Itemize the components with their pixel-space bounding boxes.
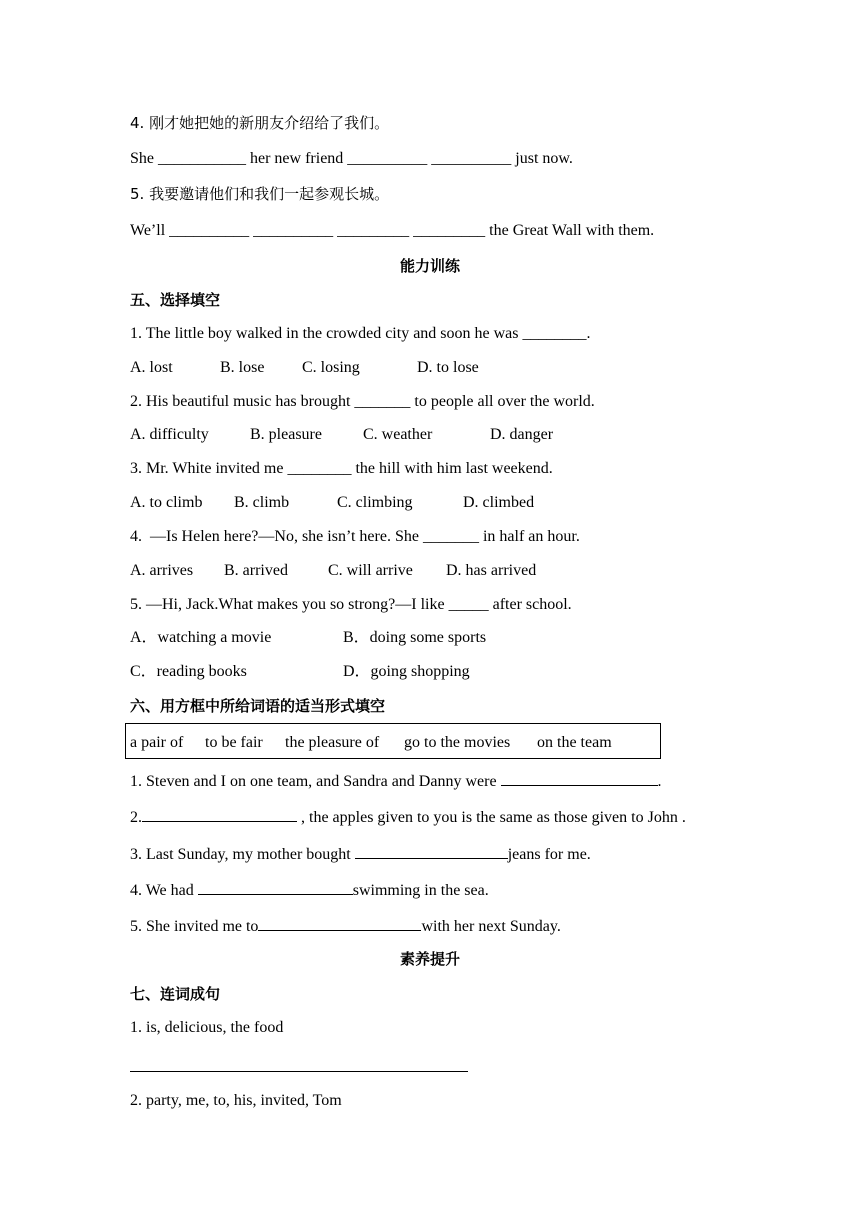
s5-question-1: 1. The little boy walked in the crowded city and soon he was ________. (130, 325, 591, 342)
s5-q3-option-a: A. to climb (130, 494, 203, 511)
s5-q3-option-d: D. climbed (463, 494, 535, 511)
section-heading-literacy: 素养提升 (399, 950, 460, 968)
word-bank-box (125, 723, 661, 759)
s5-q2-option-d: D. danger (490, 426, 554, 443)
translation-q4-english: She ___________ her new friend __________ __________ just now. (130, 150, 573, 167)
s6-question-2: 2. , the apples given to you is the same as those given to John . (130, 806, 686, 828)
s5-q5-option-d: D．going shopping (343, 663, 470, 680)
s5-q1-option-b: B. lose (220, 359, 265, 376)
answer-blank[interactable] (355, 843, 508, 859)
s5-question-4: 4. —Is Helen here?—No, she isn’t here. She _______ in half an hour. (130, 528, 580, 545)
s5-q5-option-b: B．doing some sports (343, 629, 487, 646)
s5-question-5: 5. —Hi, Jack.What makes you so strong?—I like _____ after school. (130, 596, 572, 613)
translation-q5-english: We’ll __________ __________ _________ _________ the Great Wall with them. (130, 222, 655, 239)
s5-q5-option-a: A．watching a movie (130, 629, 272, 646)
s5-q4-option-c: C. will arrive (328, 562, 413, 579)
s5-q2-option-c: C. weather (363, 426, 433, 443)
word-bank-item: on the team (537, 734, 612, 751)
s6-question-4: 4. We had swimming in the sea. (130, 879, 489, 901)
word-bank-item: a pair of (130, 734, 184, 751)
s5-q4-option-d: D. has arrived (446, 562, 537, 579)
answer-blank[interactable] (142, 806, 297, 822)
s5-q1-option-c: C. losing (302, 359, 360, 376)
s5-q2-option-b: B. pleasure (250, 426, 322, 443)
s5-q1-option-d: D. to lose (417, 359, 479, 376)
s5-question-2: 2. His beautiful music has brought _______ to people all over the world. (130, 393, 595, 410)
section-6-title: 六、用方框中所给词语的适当形式填空 (130, 697, 386, 715)
word-bank-item: go to the movies (404, 734, 511, 751)
answer-blank[interactable] (501, 770, 658, 786)
answer-line[interactable] (130, 1071, 468, 1072)
s6-question-5: 5. She invited me to with her next Sunday. (130, 915, 561, 937)
s5-q5-option-c: C．reading books (130, 663, 247, 680)
translation-q4-chinese: 4. 刚才她把她的新朋友介绍给了我们。 (130, 114, 390, 132)
s5-q1-option-a: A. lost (130, 359, 173, 376)
translation-q5-chinese: 5. 我要邀请他们和我们一起参观长城。 (130, 185, 390, 203)
word-bank-item: to be fair (205, 734, 263, 751)
section-heading-ability: 能力训练 (399, 257, 460, 275)
s5-question-3: 3. Mr. White invited me ________ the hill with him last weekend. (130, 460, 553, 477)
section-7-title: 七、连词成句 (130, 985, 221, 1003)
s7-question-2: 2. party, me, to, his, invited, Tom (130, 1092, 342, 1109)
answer-blank[interactable] (258, 915, 421, 931)
s5-q4-option-a: A. arrives (130, 562, 194, 579)
section-5-title: 五、选择填空 (130, 291, 221, 309)
answer-blank[interactable] (198, 879, 353, 895)
s6-question-1: 1. Steven and I on one team, and Sandra and Danny were . (130, 770, 662, 792)
s7-question-1: 1. is, delicious, the food (130, 1019, 284, 1036)
s6-question-3: 3. Last Sunday, my mother bought jeans for me. (130, 843, 591, 865)
s5-q2-option-a: A. difficulty (130, 426, 209, 443)
s5-q3-option-b: B. climb (234, 494, 290, 511)
s5-q3-option-c: C. climbing (337, 494, 413, 511)
word-bank-item: the pleasure of (285, 734, 380, 751)
s5-q4-option-b: B. arrived (224, 562, 288, 579)
